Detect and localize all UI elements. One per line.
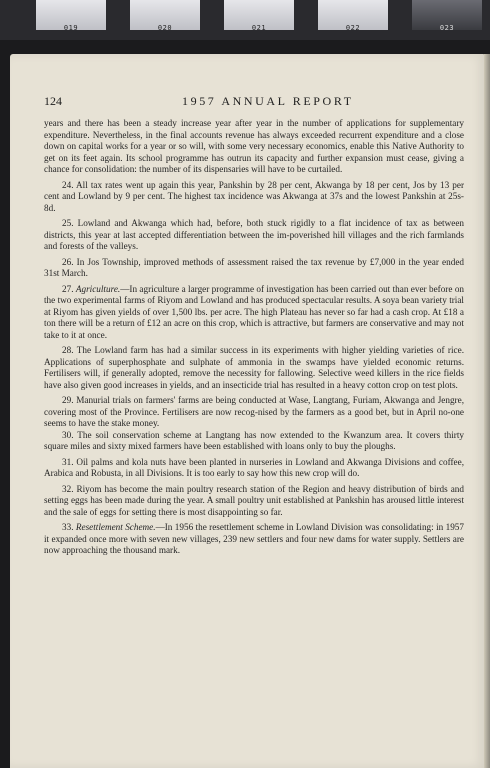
- paragraph: [44, 284, 464, 342]
- page-header: [44, 94, 464, 110]
- frame-thumbnail: [224, 0, 294, 30]
- section-heading: Agriculture.: [75, 283, 121, 294]
- paragraph: 30. The soil conservation scheme at Langtang has now extended to the Kwanzum area. It covers thirty square miles and sixty mixed farmers have been established with loans only to buy the ploughs.: [44, 429, 464, 451]
- paragraph: 32. Riyom has become the main poultry research station of the Region and heavy distribution of birds and setting eggs has been made during the year. A small poultry unit established at Pankshin has aroused little interest and the sale of eggs for setting there is most disappointing so far.: [44, 483, 464, 517]
- paragraph: 29. Manurial trials on farmers' farms are being conducted at Wase, Langtang, Furiam, Akwanga and Jengre, covering most of the Province. Fertilisers are now recog-nised by the farmers as a good bet, but in April no-one seems to have the stake money.: [44, 395, 464, 428]
- paragraph: 25. Lowland and Akwanga which had, before, both stuck rigidly to a flat incidence of tax as between districts, this year at last accepted differentiation between the im-poverished hill villages and the rich farmlands and forests of the valleys.: [44, 218, 464, 251]
- paragraph-body: —In 1956 the resettlement scheme in Lowland Division was consolidating: in 1957 it expanded once more with seven new villages, 239 new settlers and four new dams for water supply. Settlers are now approaching the thousand mark.: [44, 522, 464, 555]
- paragraph: 26. In Jos Township, improved methods of assessment raised the tax revenue by £7,000 in the year ended 31st March.: [44, 256, 464, 278]
- frame-thumbnail: [130, 0, 200, 30]
- body-text: [44, 118, 464, 561]
- paragraph: 31. Oil palms and kola nuts have been planted in nurseries in Lowland and Akwanga Divisions and coffee, Arabica and Robusta, in all Divisions. It is too early to say how this new crop will do.: [44, 456, 464, 478]
- frame-thumbnail: [412, 0, 482, 30]
- book-page: [10, 54, 486, 768]
- frame-label: 019: [63, 24, 79, 32]
- film-strip: [0, 0, 490, 40]
- paragraph-body: —In agriculture a larger programme of investigation has been carried out than ever before on the two experimental farms of Riyom and Lowland and has produced spectacular results. A soya bean variety trial at Riyom has given yields of over 1,500 lbs. per acre. The high Plateau has never so far had a cash crop. At £18 a ton there will be a return of £12 an acre on this crop, which is attractive, but farmers are conservative and may not take to it at once.: [44, 283, 465, 340]
- frame-label: 020: [157, 24, 173, 32]
- page-edge: [484, 54, 490, 768]
- running-title: 1957 ANNUAL REPORT: [182, 94, 354, 108]
- paragraph: 28. The Lowland farm has had a similar success in its experiments with higher yielding varieties of rice. Applications of superphosphate and sulphate of ammonia in the swamps have yielded economic returns. Fertilisers will, if generally adopted, remove the necessity for fallowing. Selective weed killers in the rice fields have also given good increases in yields, and an insecticide trial has resulted in a heavy cotton crop on test plots.: [44, 345, 464, 390]
- paragraph-number: 27.: [62, 283, 76, 294]
- section-heading: Resettlement Scheme.: [75, 522, 156, 532]
- frame-thumbnail: [36, 0, 106, 30]
- paragraph: years and there has been a steady increase year after year in the number of applications for supplementary expenditure. Nevertheless, in the final accounts revenue has always exceeded recurrent expenditure and a close down on capital works for a year or so will, with some very necessary economics, enable this Native Authority to get on its feet again. Its school programme has outrun its capacity and further expansion must cease, giving a chance for consolidation: the number of its dispensaries will have to be curtailed.: [44, 118, 464, 174]
- frame-label: 021: [251, 24, 267, 32]
- page-number: 124: [44, 94, 62, 108]
- frame-thumbnail: [318, 0, 388, 30]
- frame-label: 022: [345, 24, 361, 32]
- paragraph: 24. All tax rates went up again this year, Pankshin by 28 per cent, Akwanga by 18 per cent, Jos by 13 per cent and Lowland by 9 per cent. The highest tax incidence was Akwanga at 37s and the lowest Pankshin at 25s-8d.: [44, 179, 464, 213]
- frame-label: 023: [439, 24, 455, 32]
- paragraph-number: 33.: [62, 522, 76, 532]
- paragraph: [44, 522, 464, 557]
